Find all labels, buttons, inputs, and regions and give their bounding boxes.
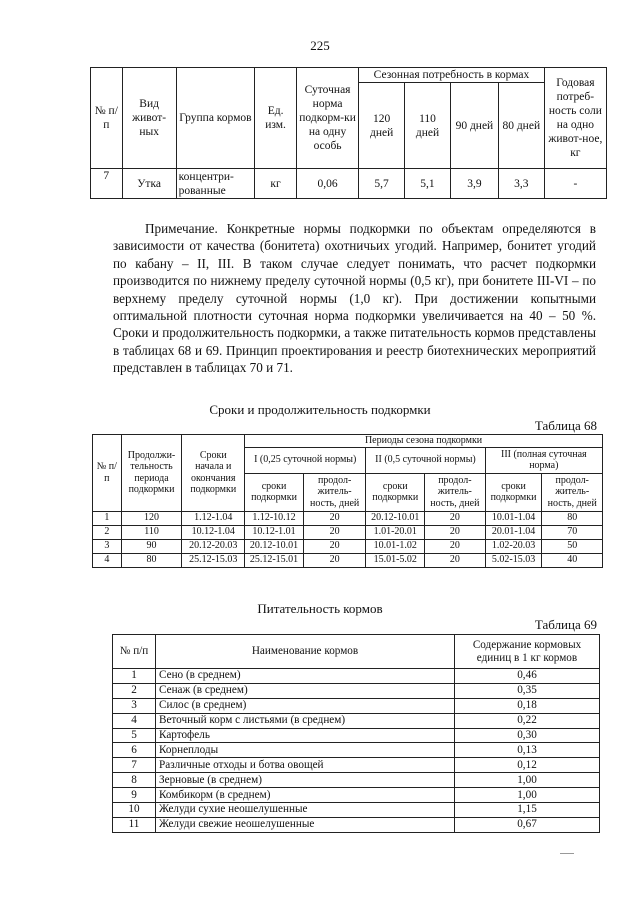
feed-units: 0,13: [455, 743, 600, 758]
feed-name: Корнеплоды: [156, 743, 455, 758]
cell: 20.12-20.03: [182, 539, 245, 553]
cell: 10.01-1.04: [485, 511, 542, 525]
col-header-no: № п/п: [113, 635, 156, 669]
col-header-daily: Суточная норма подкорм-ки на одну особь: [296, 68, 358, 169]
row-number: 2: [113, 683, 156, 698]
col-header-110: 110 дней: [405, 83, 451, 169]
row-number: 6: [113, 743, 156, 758]
feeding-periods-table: [92, 434, 603, 568]
table-row: [113, 698, 600, 713]
feed-name: Желуди сухие неошелушенные: [156, 803, 455, 818]
col-header-terms: сроки подкормки: [366, 473, 425, 511]
feed-units: 0,18: [455, 698, 600, 713]
row-number: 10: [113, 803, 156, 818]
feed-name: Различные отходы и ботва овощей: [156, 758, 455, 773]
feed-units: 0,35: [455, 683, 600, 698]
feed-units: 1,15: [455, 803, 600, 818]
table-row: [113, 728, 600, 743]
table-row: [113, 758, 600, 773]
cell: 20: [425, 511, 485, 525]
col-header-terms: сроки подкормки: [245, 473, 304, 511]
cell: 20: [425, 539, 485, 553]
col-header-period-1: I (0,25 суточной нормы): [245, 447, 366, 473]
cell: 110: [121, 525, 182, 539]
cell: 70: [542, 525, 603, 539]
note-paragraph: Примечание. Конкретные нормы подкормки по объектам определяются в зависимости от качества (бонитета) охотничьих угодий. Например, бонитет угодий по кабану – II, III. В таком случае следует понимать, что расчет подкормки производится по нижнему пределу суточной нормы (0,5 кг), при бонитете III-VI – по верхнему пределу суточной нормы (1,0 кг). При достижении копытными оптимальной плотности суточная норма подкормки увеличивается на 40 – 50 %. Сроки и продолжительность подкормки, а также питательность кормов представлены в таблицах 68 и 69. Принцип проектирования и реестр биотехнических мероприятий представлен в таблицах 70 и 71.: [113, 221, 596, 376]
table-row: [113, 683, 600, 698]
cell: 1.01-20.01: [366, 525, 425, 539]
feed-units: 1,00: [455, 788, 600, 803]
col-header-length: продол-житель-ность, дней: [303, 473, 365, 511]
cell: 20: [425, 553, 485, 567]
cell: 20: [303, 553, 365, 567]
feed-units: 0,12: [455, 758, 600, 773]
feed-name: Силос (в среднем): [156, 698, 455, 713]
cell: 20: [303, 539, 365, 553]
col-header-unit: Ед. изм.: [255, 68, 297, 169]
cell: 40: [542, 553, 603, 567]
cell: 50: [542, 539, 603, 553]
cell: 20: [303, 511, 365, 525]
col-header-no: № п/п: [93, 435, 122, 512]
feed-name: Веточный корм с листьями (в среднем): [156, 713, 455, 728]
cell-daily: 0,06: [296, 169, 358, 199]
col-header-value: Содержание кормовых единиц в 1 кг кормов: [455, 635, 600, 669]
table-row: [91, 169, 607, 199]
cell: 15.01-5.02: [366, 553, 425, 567]
col-header-season: Сезонная потребность в кормах: [359, 68, 545, 83]
table-row: [93, 525, 603, 539]
cell: 3: [93, 539, 122, 553]
table-row: [113, 669, 600, 684]
col-header-group: Группа кормов: [176, 68, 255, 169]
cell-d110: 5,1: [405, 169, 451, 199]
cell-d80: 3,3: [498, 169, 544, 199]
col-header-80: 80 дней: [498, 83, 544, 169]
cell: 20: [303, 525, 365, 539]
row-number: 7: [113, 758, 156, 773]
table-row: [113, 803, 600, 818]
table69-title: Питательность кормов: [257, 601, 383, 616]
cell: 1.02-20.03: [485, 539, 542, 553]
feeding-norms-table: [90, 67, 607, 199]
table-row: [113, 817, 600, 832]
row-number: 3: [113, 698, 156, 713]
cell: 10.12-1.04: [182, 525, 245, 539]
cell: 5.02-15.03: [485, 553, 542, 567]
col-header-name: Наименование кормов: [156, 635, 455, 669]
col-header-dates: Сроки начала и окончания подкормки: [182, 435, 245, 512]
cell: 1.12-1.04: [182, 511, 245, 525]
margin-mark: [560, 853, 574, 854]
table68-title: Сроки и продолжительность подкормки: [209, 402, 431, 417]
col-header-salt: Годовая потреб-ность соли на одно живот-ное, кг: [544, 68, 606, 169]
col-header-animal: Вид живот-ных: [122, 68, 176, 169]
cell: 25.12-15.01: [245, 553, 304, 567]
table-row: [113, 743, 600, 758]
col-header-90: 90 дней: [450, 83, 498, 169]
feed-units: 0,30: [455, 728, 600, 743]
cell: 20: [425, 525, 485, 539]
cell: 90: [121, 539, 182, 553]
cell: 2: [93, 525, 122, 539]
row-number: 11: [113, 817, 156, 832]
feed-nutrition-table: [112, 634, 600, 833]
row-number: 9: [113, 788, 156, 803]
col-header-length: продол-житель-ность, дней: [542, 473, 603, 511]
cell: 25.12-15.03: [182, 553, 245, 567]
col-header-period-3: III (полная суточная норма): [485, 447, 602, 473]
cell: 20.01-1.04: [485, 525, 542, 539]
col-header-period-2: II (0,5 суточной нормы): [366, 447, 485, 473]
feed-name: Зерновые (в среднем): [156, 773, 455, 788]
feed-units: 0,67: [455, 817, 600, 832]
feed-units: 0,22: [455, 713, 600, 728]
cell: 1.12-10.12: [245, 511, 304, 525]
cell: 20.12-10.01: [366, 511, 425, 525]
cell-unit: кг: [255, 169, 297, 199]
feed-name: Сено (в среднем): [156, 669, 455, 684]
col-header-duration: Продолжи-тельность периода подкормки: [121, 435, 182, 512]
cell-animal: Утка: [122, 169, 176, 199]
cell: 20.12-10.01: [245, 539, 304, 553]
feed-name: Комбикорм (в среднем): [156, 788, 455, 803]
feed-units: 1,00: [455, 773, 600, 788]
cell-group: концентри-рованные: [176, 169, 255, 199]
table68-label: Таблица 68: [534, 418, 597, 433]
row-number: 4: [113, 713, 156, 728]
table-row: [113, 773, 600, 788]
cell-d90: 3,9: [450, 169, 498, 199]
cell-salt: -: [544, 169, 606, 199]
feed-name: Сенаж (в среднем): [156, 683, 455, 698]
cell: 80: [542, 511, 603, 525]
cell: 80: [121, 553, 182, 567]
cell-d120: 5,7: [359, 169, 405, 199]
cell: 1: [93, 511, 122, 525]
col-header-length: продол-житель-ность, дней: [425, 473, 485, 511]
feed-name: Картофель: [156, 728, 455, 743]
col-header-periods: Периоды сезона подкормки: [245, 435, 603, 448]
row-number: 8: [113, 773, 156, 788]
table-row: [93, 553, 603, 567]
page-number: 225: [310, 38, 330, 53]
cell: 4: [93, 553, 122, 567]
cell-no: 7: [91, 169, 123, 199]
col-header-terms: сроки подкормки: [485, 473, 542, 511]
row-number: 1: [113, 669, 156, 684]
table69-label: Таблица 69: [534, 617, 597, 632]
table-row: [93, 539, 603, 553]
table-row: [113, 788, 600, 803]
table-row: [93, 511, 603, 525]
cell: 10.12-1.01: [245, 525, 304, 539]
row-number: 5: [113, 728, 156, 743]
feed-units: 0,46: [455, 669, 600, 684]
cell: 120: [121, 511, 182, 525]
col-header-no: № п/п: [91, 68, 123, 169]
table-row: [113, 713, 600, 728]
feed-name: Желуди свежие неошелушенные: [156, 817, 455, 832]
cell: 10.01-1.02: [366, 539, 425, 553]
col-header-120: 120 дней: [359, 83, 405, 169]
